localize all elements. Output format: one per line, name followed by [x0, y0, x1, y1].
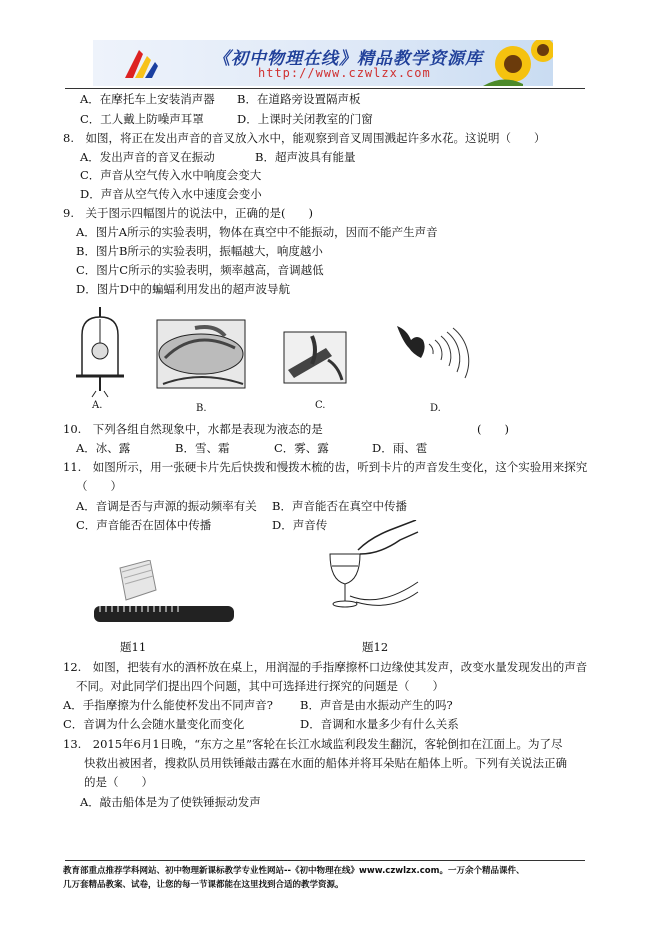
- q9-option-a: A．图片A所示的实验表明，物体在真空中不能振动，因而不能产生声音: [76, 225, 438, 239]
- drum-figure: [155, 318, 247, 390]
- sunflower-icon: [483, 40, 553, 86]
- figure-label-a: A.: [92, 400, 103, 411]
- q11-stem-line1: 11. 如图所示，用一张硬卡片先后快拨和慢拨木梳的齿，听到卡片的声音发生变化，这个实验用来探究: [63, 460, 588, 474]
- footer-rule: [65, 860, 585, 861]
- footer-line-1: 教育部重点推荐学科网站、初中物理新课标教学专业性网站--《初中物理在线》www.czwlzx.com。一万余个精品课件、: [63, 866, 525, 876]
- q7-option-c: C．工人戴上防噪声耳罩: [80, 112, 204, 126]
- q13-stem-line3: 的是（ ）: [84, 775, 153, 789]
- q12-stem-line2: 不同。对此同学们提出四个问题，其中可选择进行探究的问题是（ ）: [76, 679, 444, 693]
- bat-figure: [393, 318, 475, 398]
- footer-line-2: 几万套精品教案、试卷，让您的每一节课都能在这里找到合适的教学资源。: [63, 880, 344, 890]
- q12-option-c: C．音调为什么会随水量变化而变化: [63, 717, 245, 731]
- q11-option-d: D．声音传: [272, 518, 328, 532]
- bell-jar-figure: [70, 305, 130, 400]
- q8-option-d: D．声音从空气传入水中速度会变小: [80, 187, 262, 201]
- q12-option-b: B．声音是由水振动产生的吗?: [300, 698, 453, 712]
- header-rule: [65, 88, 585, 89]
- q11-stem-line2: （ ）: [76, 479, 122, 493]
- q8-option-a: A．发出声音的音叉在振动: [80, 150, 215, 164]
- site-logo-icon: [121, 44, 161, 82]
- q7-option-b: B．在道路旁设置隔声板: [237, 92, 361, 106]
- wine-glass-figure: [320, 520, 420, 610]
- q7-option-d: D．上课时关闭教室的门窗: [237, 112, 373, 126]
- q7-option-a: A．在摩托车上安装消声器: [80, 92, 215, 106]
- q12-option-a: A．手指摩擦为什么能使杯发出不同声音?: [63, 698, 273, 712]
- q11-option-c: C．声音能否在固体中传播: [76, 518, 212, 532]
- q11-option-a: A．音调是否与声源的振动频率有关: [76, 499, 257, 513]
- comb-card-figure: [90, 560, 240, 630]
- q9-option-b: B．图片B所示的实验表明，振幅越大，响度越小: [76, 244, 323, 258]
- figure-12-caption: 题12: [362, 640, 389, 654]
- header-url[interactable]: http://www.czwlzx.com: [258, 66, 431, 80]
- q13-option-a: A．敲击船体是为了使铁锤振动发声: [80, 795, 261, 809]
- q8-stem: 8. 如图，将正在发出声音的音叉放入水中，能观察到音叉周围溅起许多水花。这说明（ ）: [63, 131, 546, 145]
- q9-stem: 9. 关于图示四幅图片的说法中，正确的是( ): [63, 206, 313, 220]
- figure-label-b: B.: [196, 403, 207, 414]
- q10-option-a: A．冰、露: [76, 441, 131, 455]
- q12-option-d: D．音调和水量多少有什么关系: [300, 717, 459, 731]
- q8-option-b: B．超声波具有能量: [255, 150, 356, 164]
- q12-stem-line1: 12. 如图，把装有水的酒杯放在桌上，用润湿的手指摩擦杯口边缘使其发声，改变水量发现发出的声音: [63, 660, 588, 674]
- q10-option-d: D．雨、雹: [372, 441, 428, 455]
- q10-stem: 10. 下列各组自然现象中，水都是表现为液态的是: [63, 422, 323, 436]
- q11-option-b: B．声音能否在真空中传播: [272, 499, 407, 513]
- q13-stem-line1: 13. 2015年6月1日晚，“东方之星”客轮在长江水域监利段发生翻沉，客轮倒扣在江面上。为了尽: [63, 737, 563, 751]
- header-banner: [93, 40, 553, 86]
- q9-option-d: D．图片D中的蝙蝠利用发出的超声波导航: [76, 282, 290, 296]
- q10-option-c: C．雾、露: [274, 441, 329, 455]
- figure-label-c: C.: [315, 400, 326, 411]
- figure-11-caption: 题11: [120, 640, 147, 654]
- q13-stem-line2: 快救出被困者，搜救队员用铁锤敲击露在水面的船体并将耳朵贴在船体上听。下列有关说法正确: [84, 756, 567, 770]
- header-title: 《初中物理在线》精品教学资源库: [213, 49, 483, 69]
- ruler-figure: [282, 330, 348, 385]
- q10-answer-paren: ( ): [477, 422, 509, 436]
- q9-option-c: C．图片C所示的实验表明，频率越高，音调越低: [76, 263, 324, 277]
- figure-label-d: D.: [430, 403, 441, 414]
- q8-option-c: C．声音从空气传入水中响度会变大: [80, 168, 262, 182]
- q10-option-b: B．雪、霜: [175, 441, 230, 455]
